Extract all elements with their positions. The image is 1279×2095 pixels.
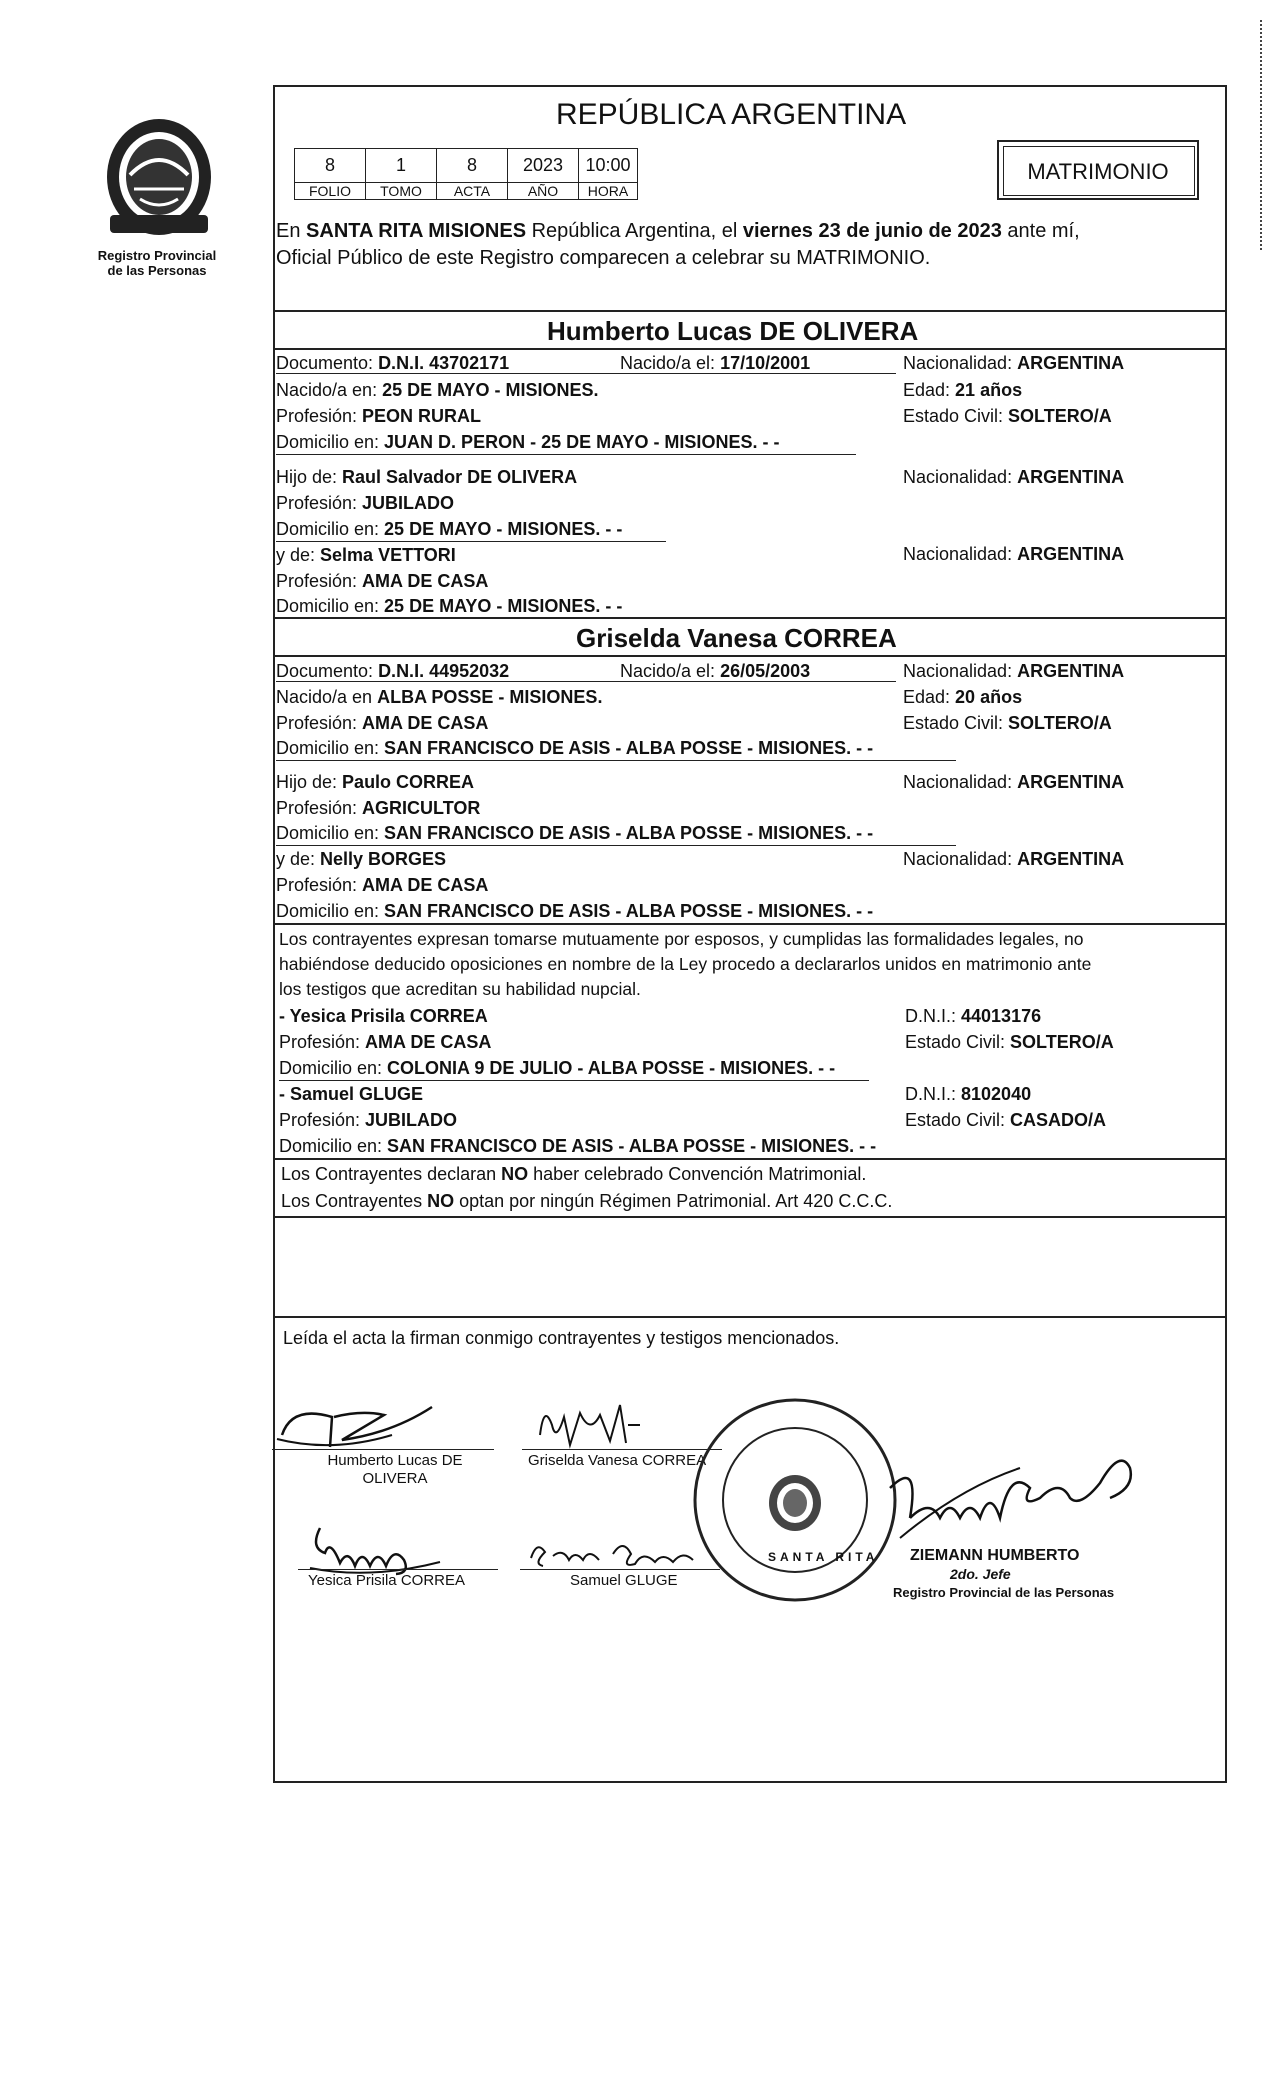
underline	[276, 541, 666, 542]
spouse1-mother-nationality: Nacionalidad: ARGENTINA	[903, 544, 1125, 564]
witness1-civil-status: Estado Civil: SOLTERO/A	[905, 1032, 1114, 1052]
registry-seal-logo	[100, 115, 218, 245]
folio-value: 8	[295, 149, 366, 183]
divider	[273, 310, 1227, 312]
divider	[273, 1158, 1227, 1160]
official-name: ZIEMANN HUMBERTO	[910, 1547, 1080, 1564]
spouse2-birthdate: Nacido/a el: 26/05/2003	[620, 661, 811, 681]
underline	[276, 760, 956, 761]
scan-edge-mark	[1260, 20, 1264, 250]
spouse2-profession: Profesión: AMA DE CASA	[276, 713, 489, 733]
acta-value: 8	[437, 149, 508, 183]
spouse1-father-nationality: Nacionalidad: ARGENTINA	[903, 467, 1125, 487]
spouse1-name: Humberto Lucas DE OLIVERA	[547, 316, 919, 346]
divider	[273, 655, 1227, 657]
tomo-label: TOMO	[366, 183, 437, 200]
regime-line-1: Los Contrayentes declaran NO haber celebrado Convención Matrimonial.	[281, 1164, 867, 1184]
closing-statement: Leída el acta la firman conmigo contrayentes y testigos mencionados.	[283, 1328, 840, 1348]
hour-label: HORA	[579, 183, 638, 200]
spouse1-mother-address: Domicilio en: 25 DE MAYO - MISIONES. - -	[276, 596, 623, 616]
spouse1-age: Edad: 21 años	[903, 380, 1023, 400]
spouse2-birthplace: Nacido/a en ALBA POSSE - MISIONES.	[276, 687, 603, 707]
spouse2-mother-nationality: Nacionalidad: ARGENTINA	[903, 849, 1125, 869]
spouse1-nationality: Nacionalidad: ARGENTINA	[903, 353, 1125, 373]
spouse1-civil-status: Estado Civil: SOLTERO/A	[903, 406, 1112, 426]
acta-label: ACTA	[437, 183, 508, 200]
signature-label-samuel: Samuel GLUGE	[570, 1572, 678, 1589]
underline	[276, 681, 896, 682]
intro-line-2: Oficial Público de este Registro comparecen a celebrar su MATRIMONIO.	[276, 247, 931, 269]
spouse2-nationality: Nacionalidad: ARGENTINA	[903, 661, 1125, 681]
spouse1-birthplace: Nacido/a en: 25 DE MAYO - MISIONES.	[276, 380, 599, 400]
spouse2-civil-status: Estado Civil: SOLTERO/A	[903, 713, 1112, 733]
spouse1-document: Documento: D.N.I. 43702171	[276, 353, 510, 373]
intro-line-1: En SANTA RITA MISIONES República Argentina, el viernes 23 de junio de 2023 ante mí,	[276, 220, 1080, 242]
act-reference-table	[294, 148, 638, 200]
spouse2-mother-profession: Profesión: AMA DE CASA	[276, 875, 489, 895]
underline	[276, 373, 896, 374]
divider	[273, 1316, 1227, 1318]
declaration-line-3: los testigos que acreditan su habilidad nupcial.	[279, 979, 641, 999]
spouse1-mother: y de: Selma VETTORI	[276, 545, 456, 565]
spouse2-age: Edad: 20 años	[903, 687, 1023, 707]
spouse2-father-nationality: Nacionalidad: ARGENTINA	[903, 772, 1125, 792]
signature-official	[860, 1428, 1160, 1548]
year-value: 2023	[508, 149, 579, 183]
spouse2-mother: y de: Nelly BORGES	[276, 849, 447, 869]
witness2-address: Domicilio en: SAN FRANCISCO DE ASIS - ALBA POSSE - MISIONES. - -	[279, 1136, 877, 1156]
declaration-line-2: habiéndose deducido oposiciones en nombre de la Ley procedo a declararlos unidos en matrimonio ante	[279, 954, 1092, 974]
spouse1-address: Domicilio en: JUAN D. PERON - 25 DE MAYO - MISIONES. - -	[276, 432, 780, 452]
divider	[273, 1216, 1227, 1218]
act-type-box: MATRIMONIO	[997, 140, 1199, 200]
spouse2-father-profession: Profesión: AGRICULTOR	[276, 798, 481, 818]
official-role: 2do. Jefe	[950, 1566, 1011, 1582]
tomo-value: 1	[366, 149, 437, 183]
witness1-name: - Yesica Prisila CORREA	[279, 1006, 488, 1026]
signature-line	[298, 1569, 498, 1570]
spouse2-father-address: Domicilio en: SAN FRANCISCO DE ASIS - ALBA POSSE - MISIONES. - -	[276, 823, 874, 843]
spouse1-father-address: Domicilio en: 25 DE MAYO - MISIONES. - -	[276, 519, 623, 539]
witness2-dni: D.N.I.: 8102040	[905, 1084, 1032, 1104]
underline	[279, 1080, 869, 1081]
spouse1-mother-profession: Profesión: AMA DE CASA	[276, 571, 489, 591]
spouse1-birthdate: Nacido/a el: 17/10/2001	[620, 353, 811, 373]
spouse2-name: Griselda Vanesa CORREA	[576, 623, 897, 653]
stamp-place: SANTA RITA	[768, 1550, 879, 1564]
page-title: REPÚBLICA ARGENTINA	[556, 98, 907, 131]
spouse2-mother-address: Domicilio en: SAN FRANCISCO DE ASIS - ALBA POSSE - MISIONES. - -	[276, 901, 874, 921]
witness1-address: Domicilio en: COLONIA 9 DE JULIO - ALBA POSSE - MISIONES. - -	[279, 1058, 836, 1078]
signature-label-griselda: Griselda Vanesa CORREA	[528, 1452, 707, 1469]
witness2-profession: Profesión: JUBILADO	[279, 1110, 458, 1130]
underline	[276, 454, 856, 455]
spouse1-profession: Profesión: PEON RURAL	[276, 406, 482, 426]
spouse2-father: Hijo de: Paulo CORREA	[276, 772, 475, 792]
witness1-dni: D.N.I.: 44013176	[905, 1006, 1042, 1026]
spouse2-address: Domicilio en: SAN FRANCISCO DE ASIS - ALBA POSSE - MISIONES. - -	[276, 738, 874, 758]
registry-caption: Registro Provincial de las Personas	[97, 248, 217, 278]
signature-label-humberto: Humberto Lucas DE OLIVERA	[327, 1452, 463, 1487]
year-label: AÑO	[508, 183, 579, 200]
signature-label-yesica: Yesica Prisila CORREA	[308, 1572, 465, 1589]
hour-value: 10:00	[579, 149, 638, 183]
spouse1-father: Hijo de: Raul Salvador DE OLIVERA	[276, 467, 578, 487]
underline	[276, 845, 956, 846]
spouse2-document: Documento: D.N.I. 44952032	[276, 661, 510, 681]
divider	[273, 617, 1227, 619]
witness2-civil-status: Estado Civil: CASADO/A	[905, 1110, 1107, 1130]
signature-line	[272, 1449, 494, 1450]
official-organization: Registro Provincial de las Personas	[893, 1585, 1115, 1600]
folio-label: FOLIO	[295, 183, 366, 200]
divider	[273, 348, 1227, 350]
witness2-name: - Samuel GLUGE	[279, 1084, 424, 1104]
declaration-line-1: Los contrayentes expresan tomarse mutuamente por esposos, y cumplidas las formalidades legales, no	[279, 929, 1084, 949]
signature-griselda	[530, 1395, 680, 1455]
spouse1-father-profession: Profesión: JUBILADO	[276, 493, 455, 513]
act-type-inner-border	[1003, 146, 1195, 196]
signature-humberto	[272, 1395, 452, 1455]
witness1-profession: Profesión: AMA DE CASA	[279, 1032, 492, 1052]
divider	[273, 923, 1227, 925]
regime-line-2: Los Contrayentes NO optan por ningún Régimen Patrimonial. Art 420 C.C.C.	[281, 1191, 893, 1211]
